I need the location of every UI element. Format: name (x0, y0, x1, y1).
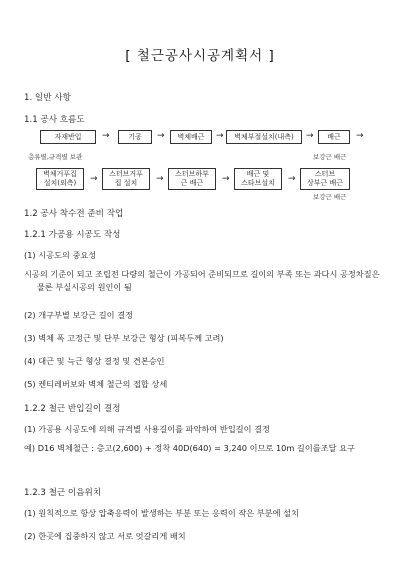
item-cantilever-connection: (5) 켄티레버보와 벽체 철근의 접합 상세 (24, 379, 168, 389)
item-splice-principle: (1) 원칙적으로 항상 압축응력이 발생하는 부분 또는 응력이 작은 부분에 설치 (24, 508, 299, 518)
section-work-flow: 1.1 공사 흐름도 (24, 115, 85, 125)
section-preparation: 1.2 공사 착수전 준비 작업 (24, 209, 124, 219)
item-tie-stirrup-shape: (4) 대근 및 늑근 형상 결정 및 견본승인 (24, 356, 165, 366)
flow-box-stub-lower-rebar: 스터브하부 근 배근 (168, 168, 216, 190)
flow-arrow-icon: → (90, 174, 98, 184)
flow-box-stub-upper-rebar: 스터브 상부근 배근 (300, 168, 350, 190)
item-delivery-length: (1) 가공용 시공도에 의해 규격별 사용길이를 파악하여 반입길이 결정 (24, 424, 270, 434)
flow-arrow-icon: → (288, 174, 296, 184)
item-wall-width-bars: (3) 벽체 폭 고정근 및 단부 보강근 형상 (피복두께 고려) (24, 333, 224, 343)
flow-arrow-icon: → (102, 131, 110, 141)
flow-note-reinforcement: 보강근 배근 (313, 153, 347, 161)
flow-arrow-icon: → (306, 131, 314, 141)
flow-box-material-delivery: 자재반입 (40, 130, 96, 144)
flow-box-rebar-stub-install: 배근 및 스타브설치 (234, 168, 282, 190)
flow-box-fabrication: 기공 (118, 130, 152, 144)
paragraph-example-d16: 예) D16 벽체철근 : 층고(2,600) + 정착 40D(640) = 3,240 이므로 10m 길이를조달 요구 (24, 443, 355, 453)
flow-note-storage: 층류별,규격별 보관 (28, 153, 83, 161)
flow-box-stub-formwork: 스터브거푸 집 설치 (102, 168, 150, 190)
flow-box-wall-rebar: 벽체배근 (170, 130, 212, 144)
item-drawing-importance: (1) 시공도의 중요성 (24, 250, 97, 260)
item-splice-staggered: (2) 한곳에 집중하지 않고 서로 엇갈리게 배치 (24, 531, 186, 541)
flow-arrow-icon: → (157, 131, 165, 141)
section-shop-drawing: 1.2.1 가공용 시공도 작성 (24, 230, 121, 240)
item-opening-reinforcement: (2) 개구부별 보강근 길이 결정 (24, 310, 134, 320)
paragraph-drawing-importance: 시공의 기준이 되고 조립전 다량의 철근이 가공되어 준비되므로 길이의 부족 또는 과다시 공정차질은 물론 부실시공의 원인이 됨 (24, 269, 380, 292)
flow-arrow-icon: → (356, 131, 364, 141)
flow-box-wall-formwork-inner: 벽체부절설치(내측) (226, 130, 302, 144)
flow-box-wall-formwork-outer: 벽체거푸집 설치(외측) (36, 168, 84, 190)
section-splice-location: 1.2.3 철근 이음위치 (24, 488, 102, 498)
section-general: 1. 일반 사항 (24, 93, 71, 103)
flow-arrow-icon: → (216, 131, 224, 141)
document-title: [ 철근공사시공계획서 ] (125, 48, 275, 64)
flow-arrow-icon: → (156, 174, 164, 184)
flow-note-reinforcement-2: 보강근 배근 (313, 193, 347, 201)
section-delivery-length: 1.2.2 철근 반입길이 결정 (24, 404, 121, 414)
flow-arrow-icon: → (222, 174, 230, 184)
flow-box-rebar: 배근 (318, 130, 350, 144)
